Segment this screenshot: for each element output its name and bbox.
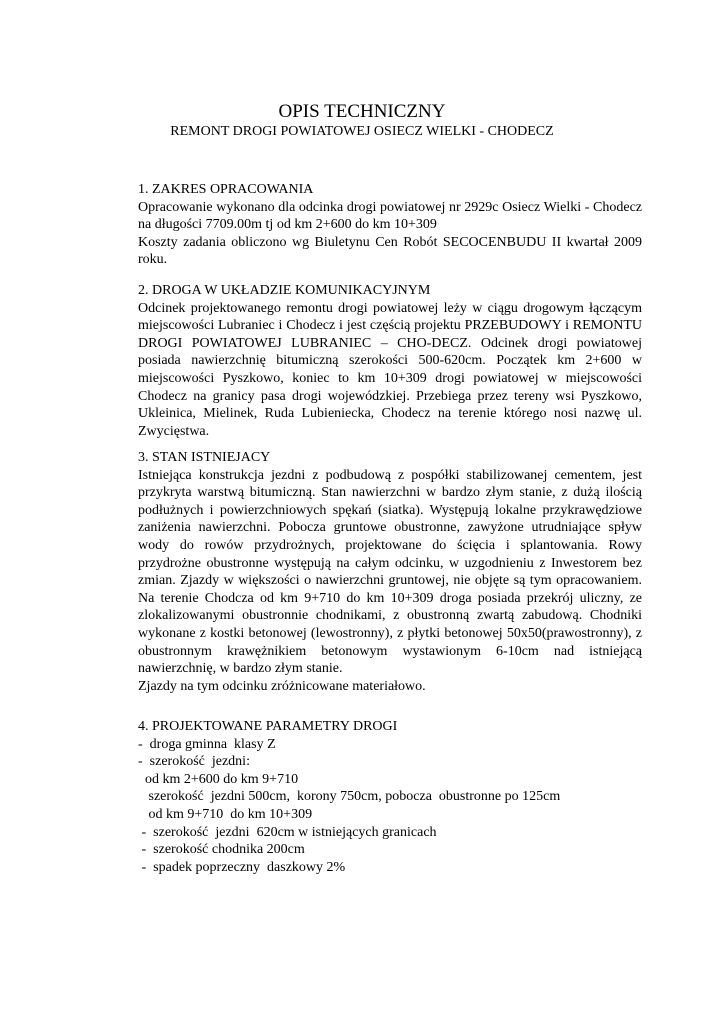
parameter-line: - spadek poprzeczny daszkowy 2% <box>138 859 346 875</box>
parameter-line: od km 9+710 do km 10+309 <box>138 806 313 822</box>
parameter-line: - szerokość jezdni: <box>138 754 250 770</box>
section-droga-w-ukladzie <box>138 282 642 440</box>
section-projektowane-parametry <box>138 718 642 876</box>
section-paragraph: Odcinek projektowanego remontu drogi powiatowej leży w ciągu drogowym łączącym miejscowości Lubraniec i Chodecz i jest częścią projektu PRZEBUDOWY i REMONTU DROGI POWIATOWEJ LUBRANIEC – CHO-DECZ. Odcinek drogi powiatowej posiada nawierzchnię bitumiczną szerokości 500-620cm. Początek km 2+600 w miejscowości Pyszkowo, koniec to km 10+309 drogi powiatowej w miejscowości Chodecz na granicy pasa drogi wojewódzkiej. Przebiega przez tereny wsi Pyszkowo, Ukleinica, Mielinek, Ruda Lubieniecka, Chodecz na terenie którego nosi nazwę ul. Zwycięstwa. <box>138 300 642 439</box>
section-paragraph: Opracowanie wykonano dla odcinka drogi powiatowej nr 2929c Osiecz Wielki - Chodecz na długości 7709.00m tj od km 2+600 do km 10+309 <box>138 199 642 233</box>
section-paragraph: Zjazdy na tym odcinku zróżnicowane materiałowo. <box>138 678 426 694</box>
parameter-line: od km 2+600 do km 9+710 <box>138 771 299 787</box>
document-subtitle: REMONT DROGI POWIATOWEJ OSIECZ WIELKI - CHODECZ <box>170 124 554 139</box>
document-title: OPIS TECHNICZNY <box>278 101 446 122</box>
section-heading: 3. STAN ISTNIEJACY <box>138 450 271 465</box>
section-heading: 2. DROGA W UKŁADZIE KOMUNIKACYJNYM <box>138 283 431 298</box>
section-stan-istniejacy <box>138 449 642 695</box>
section-paragraph: Koszty zadania obliczono wg Biuletynu Cen Robót SECOCENBUDU II kwartał 2009 roku. <box>138 234 642 268</box>
parameter-line: szerokość jezdni 500cm, korony 750cm, pobocza obustronne po 125cm <box>138 789 561 805</box>
section-paragraph: Istniejąca konstrukcja jezdni z podbudową z pospółki stabilizowanej cementem, jest przykryta warstwą bitumiczną. Stan nawierzchni w bardzo złym stanie, z dużą ilością podłużnych i powierzchniowych spękań (siatka). Występują lokalne przykrawędziowe zaniżenia nawierzchni. Pobocza gruntowe obustronne, zawyżone utrudniające spływ wody do rowów przydrożnych, projektowane do ścięcia i splantowania. Rowy przydrożne obustronne występują na całym odcinku, w uzgodnieniu z Inwestorem bez zmian. Zjazdy w większości o nawierzchni gruntowej, nie objęte są tym opracowaniem. Na terenie Chodcza od km 9+710 do km 10+309 droga posiada przekrój uliczny, ze zlokalizowanymi obustronnie chodnikami, z obustronną zwartą zabudową. Chodniki wykonane z kostki betonowej (lewostronny), z płytki betonowej 50x50(prawostronny), z obustronnym krawężnikiem betonowym wystawionym 6-10cm nad istniejącą nawierzchnię, w bardzo złym stanie. <box>138 467 642 677</box>
section-heading: 4. PROJEKTOWANE PARAMETRY DROGI <box>138 719 398 734</box>
section-zakres-opracowania <box>138 181 642 269</box>
parameter-line: - szerokość jezdni 620cm w istniejących granicach <box>138 824 437 840</box>
section-heading: 1. ZAKRES OPRACOWANIA <box>138 182 314 197</box>
parameter-line: - droga gminna klasy Z <box>138 736 276 752</box>
parameter-line: - szerokość chodnika 200cm <box>138 842 305 858</box>
